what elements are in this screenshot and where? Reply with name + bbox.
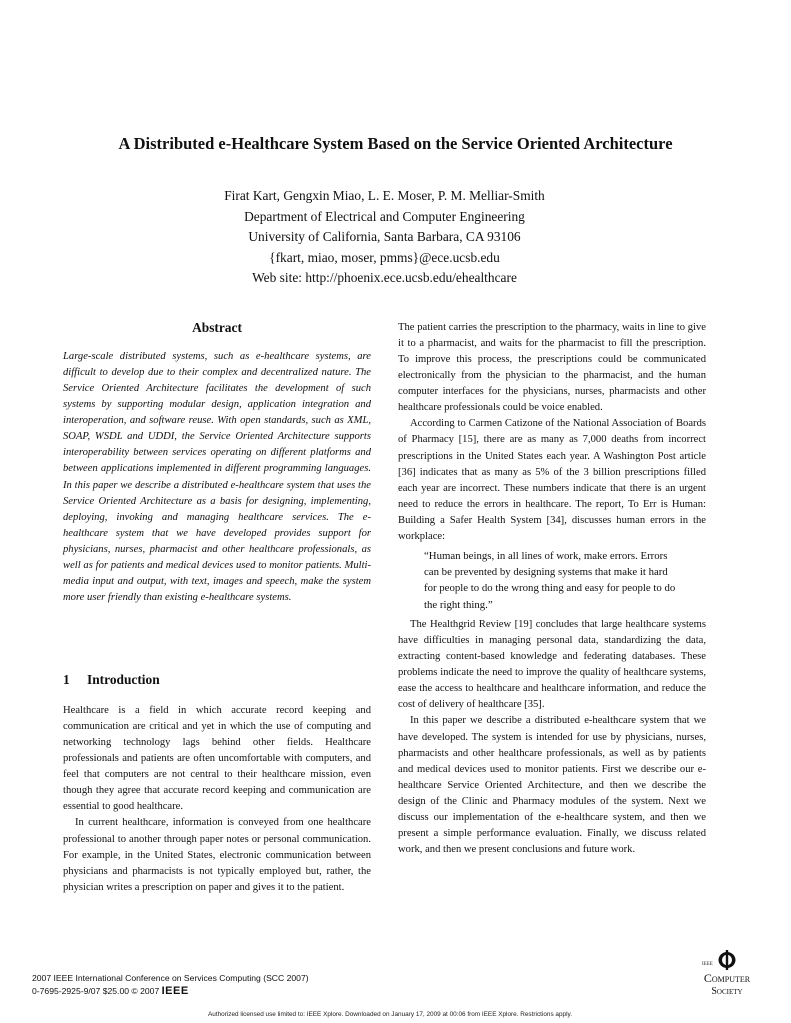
abstract-heading: Abstract <box>192 320 242 335</box>
department: Department of Electrical and Computer Engineering <box>244 208 525 224</box>
logo-line-2: Society <box>711 986 743 997</box>
author-emails: {fkart, miao, moser, pmms}@ece.ucsb.edu <box>269 249 500 265</box>
right-paragraph-4: In this paper we describe a distributed e-healthcare system that we have developed. The system is intended for use by physicians, nurses, pharmacists and other healthcare professionals, as well as by patients and medical devices used to monitor patients. First we describe our e-healthcare Service Oriented Architecture, and then we describe the design of the Clinic and Pharmacy modules of the system. Next we discuss our implementation of the e-healthcare system, and then we present a simple performance evaluation. Finally, we discuss related work, and then we present conclusions and future work. <box>398 715 706 855</box>
block-quote: “Human beings, in all lines of work, make errors. Errors can be prevented by designing systems that make it hard for people to do the wrong thing and easy for people to do the right thing.” <box>424 549 676 611</box>
affiliation: University of California, Santa Barbara, CA 93106 <box>248 229 521 244</box>
right-paragraph-3: The Healthgrid Review [19] concludes that large healthcare systems have difficulties in managing personal data, standardizing the data, extracting content-based knowledge and federating databases. These problems indicate the need to improve the quality of healthcare systems, ease the access to healthcare and healthcare information, and reduce the cost of delivery of healthcare [35]. <box>398 619 706 711</box>
author-names: Firat Kart, Gengxin Miao, L. E. Moser, P. M. Melliar-Smith <box>224 188 545 203</box>
logo-ieee-text: IEEE <box>702 962 713 967</box>
website: Web site: http://phoenix.ece.ucsb.edu/ehealthcare <box>252 270 517 285</box>
isbn-text: 0-7695-2925-9/07 $25.00 © 2007 <box>32 985 160 996</box>
page-footer <box>32 972 309 997</box>
right-column-body <box>398 320 706 858</box>
right-paragraph-1: The patient carries the prescription to the pharmacy, waits in line to give it to a pharmacist, and waits for the pharmacist to fill the prescription. To improve this process, the prescriptions could be communicated electronically from the physician to the pharmacist, and the human computer interfaces for the physicians, nurses, pharmacists and other healthcare professionals could be voice enabled. <box>398 322 706 414</box>
authorized-use-notice: Authorized licensed use limited to: IEEE Xplore. Downloaded on January 17, 2009 at 00:06 from IEEE Xplore. Restrictions apply. <box>208 1011 572 1018</box>
intro-paragraph-2: In current healthcare, information is conveyed from one healthcare professional to another through paper notes or personal communication. For example, in the United States, electronic communication between physicians and pharmacists is not typically employed but, rather, the physician writes a prescription on paper and gives it to the patient. <box>63 817 371 893</box>
abstract-paragraph: Large-scale distributed systems, such as e-healthcare systems, are difficult to develop due to their complex and decentralized nature. The Service Oriented Architecture facilitates the development of such systems by supporting modular design, application integration and interoperation, and software reuse. With open standards, such as XML, SOAP, WSDL and UDDI, the Service Oriented Architecture supports interoperability between services operating on different platforms and between applications implemented in different programming languages. In this paper we describe a distributed e-healthcare system that uses the Service Oriented Architecture as a basis for designing, implementing, deploying, invoking and managing healthcare services. The e-healthcare system that we have developed provides support for physicians, nurses, pharmacist and other healthcare professionals, as well as for patients and medical devices used to monitor patients. Multi-media input and output, with text, images and speech, make the system more user friendly than existing e-healthcare systems. <box>63 351 371 603</box>
isbn-line <box>32 985 309 998</box>
section-title: Introduction <box>87 672 160 687</box>
right-paragraph-2: According to Carmen Catizone of the National Association of Boards of Pharmacy [15], there are as many as 7,000 deaths from incorrect prescriptions in the United States each year. A Washington Post article [36] indicates that as many as 5% of the 3 billion prescriptions filled each year are incorrect. These numbers indicate that there is an urgent need to reduce the errors in healthcare. The report, To Err is Human: Building a Safer Health System [34], discusses human errors in the workplace: <box>398 418 706 542</box>
computer-society-logo <box>686 948 768 1000</box>
intro-paragraph-1: Healthcare is a field in which accurate record keeping and communication are critical and yet in which the use of computing and networking technology lags behind other fields. Healthcare professionals and patients are often uncomfortable with computers, and feel that computers are not central to their healthcare mission, even though they agree that accurate record keeping and communication are essential to good healthcare. <box>63 705 371 813</box>
introduction-body <box>63 703 371 896</box>
logo-line-1: Computer <box>703 971 751 985</box>
author-block <box>0 186 769 289</box>
conference-name: 2007 IEEE International Conference on Services Computing (SCC 2007) <box>32 973 309 983</box>
section-heading-introduction <box>63 672 371 688</box>
section-number: 1 <box>63 672 70 687</box>
ieee-logo-text: IEEE <box>161 984 189 997</box>
paper-title: A Distributed e-Healthcare System Based on the Service Oriented Architecture <box>118 134 673 153</box>
computer-society-icon <box>686 948 768 1000</box>
abstract-text <box>63 349 371 606</box>
